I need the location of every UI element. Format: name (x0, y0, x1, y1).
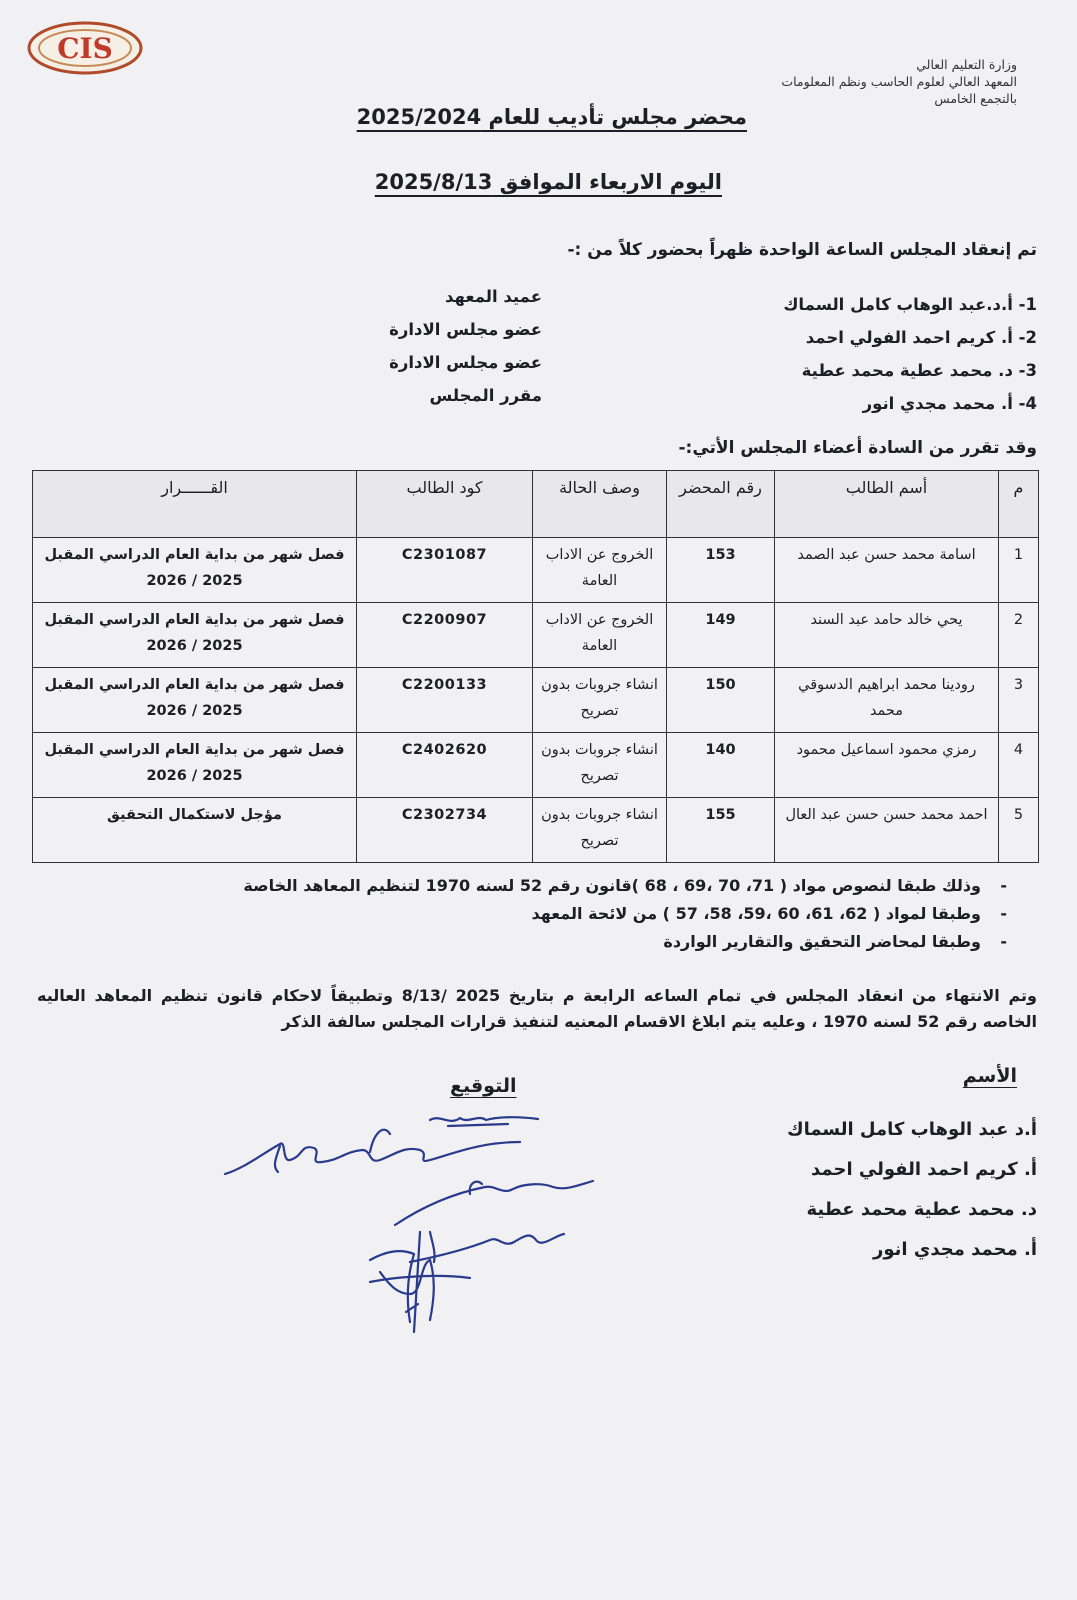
cell-decision: فصل شهر من بداية العام الدراسي المقبل 2025 / 2026 (33, 538, 357, 603)
attendee-roles (389, 280, 542, 412)
cell-record-number: 150 (667, 668, 775, 733)
legal-basis-notes (243, 872, 1007, 956)
decisions-table (32, 470, 1039, 863)
cell-record-number: 155 (667, 798, 775, 863)
cell-decision: فصل شهر من بداية العام الدراسي المقبل 2025 / 2026 (33, 603, 357, 668)
cell-index: 5 (999, 798, 1039, 863)
table-row (33, 798, 1039, 863)
cell-student-code: C2200907 (357, 603, 533, 668)
session-intro: تم إنعقاد المجلس الساعة الواحدة ظهراً بحضور كلاً من :- (567, 240, 1037, 260)
institute-location: بالتجمع الخامس (934, 91, 1017, 106)
table-header-row (33, 471, 1039, 538)
cell-student-code: C2200133 (357, 668, 533, 733)
cell-student-name: اسامة محمد حسن عبد الصمد (775, 538, 999, 603)
signatory-name: أ. كريم احمد الفولي احمد (811, 1159, 1037, 1180)
cell-case-description: الخروج عن الاداب العامة (533, 603, 667, 668)
table-row (33, 538, 1039, 603)
signatory-name: أ.د عبد الوهاب كامل السماك (787, 1119, 1037, 1140)
note-line: - وطبقا لمحاضر التحقيق والتقارير الواردة (243, 928, 1007, 956)
attendee-item: 2- أ. كريم احمد الفولي احمد (805, 328, 1037, 347)
header-student-name: أسم الطالب (775, 471, 999, 538)
header-index: م (999, 471, 1039, 538)
signature-heading: التوقيع (450, 1075, 517, 1097)
signatory-name: د. محمد عطية محمد عطية (806, 1199, 1037, 1220)
cell-case-description: الخروج عن الاداب العامة (533, 538, 667, 603)
handwritten-signatures (220, 1112, 640, 1352)
institution-header (687, 56, 1017, 107)
cell-decision: مؤجل لاستكمال التحقيق (33, 798, 357, 863)
cell-student-name: رمزي محمود اسماعيل محمود (775, 733, 999, 798)
signature-5 (370, 1232, 470, 1332)
table-row (33, 668, 1039, 733)
attendee-role: عضو مجلس الادارة (389, 320, 542, 339)
logo-text: CIS (57, 32, 113, 65)
attendee-role: عضو مجلس الادارة (389, 353, 542, 372)
cell-student-name: احمد محمد حسن حسن عبد العال (775, 798, 999, 863)
decisions-intro: وقد تقرر من السادة أعضاء المجلس الأتي:- (678, 438, 1037, 458)
attendee-item: 3- د. محمد عطية محمد عطية (801, 361, 1037, 380)
header-student-code: كود الطالب (357, 471, 533, 538)
cell-decision: فصل شهر من بداية العام الدراسي المقبل 2025 / 2026 (33, 733, 357, 798)
attendee-item: 1- أ.د.عبد الوهاب كامل السماك (783, 295, 1037, 314)
cell-student-code: C2402620 (357, 733, 533, 798)
cell-index: 3 (999, 668, 1039, 733)
cell-record-number: 153 (667, 538, 775, 603)
header-case-description: وصف الحالة (533, 471, 667, 538)
cell-student-code: C2302734 (357, 798, 533, 863)
signature-3 (395, 1181, 593, 1225)
attendee-role: عميد المعهد (445, 287, 542, 306)
document-title: محضر مجلس تأديب للعام 2025/2024 (356, 105, 747, 129)
cell-student-name: يحي خالد حامد عبد السند (775, 603, 999, 668)
header-record-number: رقم المحضر (667, 471, 775, 538)
table-row (33, 603, 1039, 668)
signature-2 (225, 1130, 520, 1174)
cell-case-description: انشاء جروبات بدون تصريح (533, 668, 667, 733)
attendee-item: 4- أ. محمد مجدي انور (862, 394, 1037, 413)
attendee-list (783, 288, 1037, 420)
note-line: - وطبقا لمواد ( 62، 61، 60 ،59، 58، 57 ) من لائحة المعهد (243, 900, 1007, 928)
institute-logo (26, 20, 144, 76)
document-date: اليوم الاربعاء الموافق 2025/8/13 (374, 170, 722, 194)
cell-case-description: انشاء جروبات بدون تصريح (533, 798, 667, 863)
institute-name: المعهد العالي لعلوم الحاسب ونظم المعلومات (781, 74, 1017, 89)
signature-4 (410, 1232, 564, 1262)
cell-student-code: C2301087 (357, 538, 533, 603)
cell-index: 2 (999, 603, 1039, 668)
cell-student-name: رودينا محمد ابراهيم الدسوقي محمد (775, 668, 999, 733)
cell-record-number: 140 (667, 733, 775, 798)
header-decision: القــــــرار (33, 471, 357, 538)
cell-index: 4 (999, 733, 1039, 798)
signatory-name: أ. محمد مجدي انور (873, 1239, 1037, 1260)
ministry-name: وزارة التعليم العالي (916, 57, 1017, 72)
closing-paragraph: وتم الانتهاء من انعقاد المجلس في تمام الساعه الرابعة م بتاريخ 2025 /8/13 وتطبيقاً لاحكام قانون تنظيم المعاهد العاليه الخاصه رقم 52 لسنه 1970 ، وعليه يتم ابلاغ الاقسام المعنيه لتنفيذ قرارات المجلس سالفة الذكر (37, 986, 1037, 1031)
note-line: - وذلك طبقا لنصوص مواد ( 71، 70 ،69 ، 68 )قانون رقم 52 لسنه 1970 لتنظيم المعاهد الخاصة (243, 872, 1007, 900)
signature-1 (430, 1117, 538, 1126)
cell-record-number: 149 (667, 603, 775, 668)
cell-index: 1 (999, 538, 1039, 603)
cell-decision: فصل شهر من بداية العام الدراسي المقبل 2025 / 2026 (33, 668, 357, 733)
attendee-role: مقرر المجلس (429, 386, 542, 405)
name-heading: الأسم (962, 1065, 1017, 1087)
signatory-names (787, 1110, 1037, 1270)
cell-case-description: انشاء جروبات بدون تصريح (533, 733, 667, 798)
table-row (33, 733, 1039, 798)
